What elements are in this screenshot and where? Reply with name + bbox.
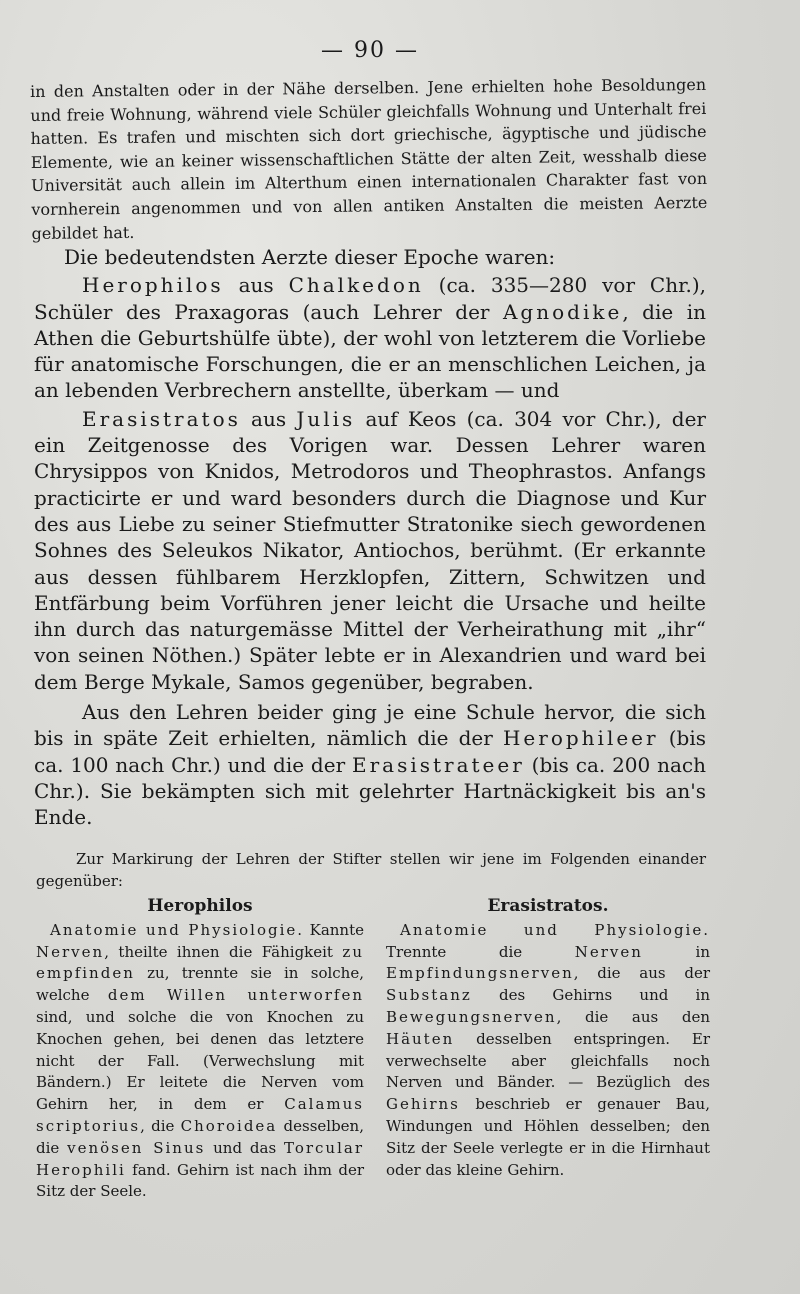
main-text xyxy=(34,244,706,831)
column-erasistratos xyxy=(386,896,710,1181)
term: Bewegungsnerven xyxy=(386,1007,557,1026)
place-chalkedon: Chalkedon xyxy=(288,273,424,298)
text-span: aus xyxy=(223,273,289,298)
note-text: Zur Markirung der Lehren der Stifter stellen wir jene im Folgenden einander gegenüber: xyxy=(36,850,706,890)
term: Nerven xyxy=(574,942,643,961)
name-agnodike: Agnodike xyxy=(502,299,623,324)
column-title-erasistratos: Erasistratos. xyxy=(487,896,609,916)
heading-line: Die bedeutendsten Aerzte dieser Epoche waren: xyxy=(64,245,556,269)
term: Gehirns xyxy=(386,1095,460,1114)
text-span: desselben, die xyxy=(36,1116,364,1157)
column-body-herophilos xyxy=(36,920,364,1203)
paragraph-erasistratos xyxy=(34,406,706,695)
school-herophileer: Herophileer xyxy=(502,726,659,751)
text-span: Trennte die xyxy=(386,942,575,961)
term: dem Willen unterworfen xyxy=(107,986,364,1005)
text-span: fand. Gehirn ist nach ihm der Sitz der Seele. xyxy=(36,1160,364,1201)
text-span: (bis ca. 100 nach Chr.) und die der xyxy=(34,726,707,777)
term: venösen Sinus xyxy=(67,1138,206,1157)
text-span: , die aus der xyxy=(573,964,710,983)
term: Torcular Herophili xyxy=(36,1138,364,1179)
text-span: des Gehirns und in xyxy=(471,986,710,1005)
text-span: in xyxy=(642,942,710,961)
text-span: auf Keos (ca. 304 vor Chr.), der ein Zeitgenosse des Vorigen war. Dessen Lehrer waren Chrysippos von Knidos, Metrodoros und Theophrastos. Anfangs practicirte er und ward besonders durch die Diagnose und Kur des aus Liebe zu seiner Stiefmutter Stratonike siech gewordenen Sohnes des Seleukos Nikator, Antiochos, berühmt. (Er erkannte aus dessen fühlbarem Herzklopfen, Zittern, Schwitzen und Entfärbung beim Vorführen jener leicht die Ursache und heilte ihn durch das naturgemässe Mittel der Verheirathung mit „ihr“ von seinen Nöthen.) Später lebte er in Alexandrien und ward bei dem Berge Mykale, Samos gegenüber, begraben. xyxy=(34,406,706,694)
column-title-herophilos: Herophilos xyxy=(147,896,253,916)
school-erasistrateer: Erasistrateer xyxy=(351,752,525,777)
name-erasistratos: Erasistratos xyxy=(82,406,241,431)
column-body-erasistratos xyxy=(386,920,710,1182)
text-span: , theilte ihnen die Fähigkeit xyxy=(104,942,343,961)
text-span: Kannte xyxy=(304,920,364,939)
text-span: desselben entspringen. Er verwechselte aber gleichfalls noch Nerven und Bänder. — Bezüglich des xyxy=(386,1029,710,1092)
name-herophilos: Herophilos xyxy=(82,273,224,298)
text-span: , die aus den xyxy=(556,1007,710,1026)
text-span: , die in Athen die Geburtshülfe übte), der wohl von letzterem die Vorliebe für anatomische Forschungen, die er an menschlichen Leichen, ja an lebenden Verbrechern anstellte, überkam — und xyxy=(34,299,706,403)
text-span: beschrieb er genauer Bau, Windungen und Höhlen desselben; den Sitz der Seele verlegte er in die Hirnhaut oder das kleine Gehirn. xyxy=(386,1095,710,1179)
text-span: , die xyxy=(140,1116,181,1135)
text-span: sind, und solche die von Knochen zu Knochen gehen, bei denen das letztere nicht der Fall. (Verwechslung mit Bändern.) Er leitete die Nerven vom Gehirn her, in dem er xyxy=(36,1007,364,1114)
place-julis: Julis xyxy=(296,406,356,431)
page-number: — 90 — xyxy=(321,38,419,63)
text-span: (bis ca. 200 nach Chr.). Sie bekämpten sich mit gelehrter Hartnäckigkeit bis an's Ende. xyxy=(34,752,706,830)
paragraph-herophilos xyxy=(34,272,706,403)
subheading: Anatomie und Physiologie. xyxy=(50,920,305,939)
term: Empfindungsnerven xyxy=(386,964,574,983)
term: Choroidea xyxy=(180,1116,278,1135)
term: Nerven xyxy=(36,942,105,961)
text-span: (ca. 335—280 vor Chr.), Schüler des Praxagoras (auch Lehrer der xyxy=(34,273,706,324)
intro-text: in den Anstalten oder in der Nähe derselben. Jene erhielten hohe Besoldungen und freie Wohnung, während viele Schüler gleichfalls Wohnung und Unterhalt frei hatten. Es trafen und mischten sich dort griechische, ägyptische und jüdische Elemente, wie an keiner wissenschaftlichen Stätte der alten Zeit, wesshalb diese Universität auch allein im Alterthum einen internationalen Charakter fast von vornherein angenommen und von allen antiken Anstalten die meisten Aerzte gebildet hat. xyxy=(30,74,708,243)
intro-paragraph xyxy=(30,73,708,245)
text-span: zu, trennte sie in solche, welche xyxy=(36,964,364,1005)
comparison-note xyxy=(36,848,706,892)
term: Calamus scriptorius xyxy=(36,1095,364,1135)
text-span: aus xyxy=(240,406,297,431)
paragraph-schools xyxy=(34,699,706,830)
text-span: Aus den Lehren beider ging je eine Schule hervor, die sich bis in späte Zeit erhielten, nämlich die der xyxy=(34,700,706,751)
term: Häuten xyxy=(386,1029,455,1048)
term: zu empfinden xyxy=(36,942,364,983)
subheading: Anatomie und Physiologie. xyxy=(400,920,710,939)
column-herophilos xyxy=(36,896,364,1203)
term: Substanz xyxy=(386,986,472,1005)
text-span: und das xyxy=(205,1138,284,1157)
